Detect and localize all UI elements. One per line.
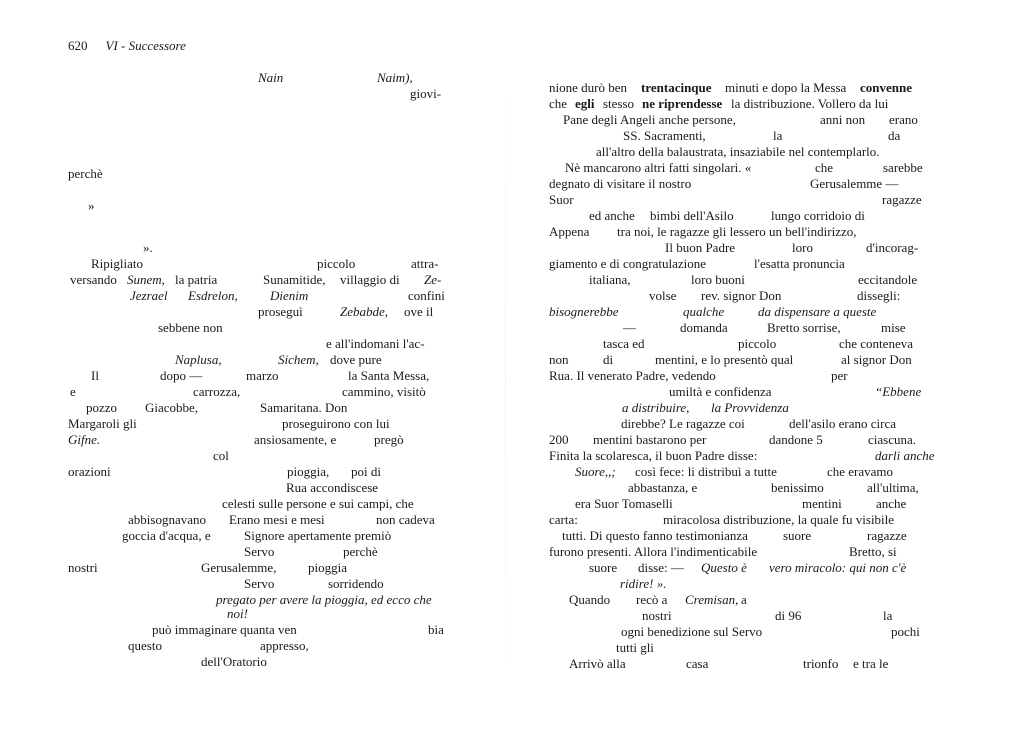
word: Esdrelon, xyxy=(188,288,238,303)
word: “Ebbene xyxy=(875,384,922,399)
word: dandone 5 xyxy=(769,432,823,447)
word: Rua accondiscese xyxy=(286,480,379,495)
word: questo xyxy=(128,638,162,653)
word: erano xyxy=(889,112,918,127)
word: Gerusalemme — xyxy=(810,176,899,191)
word: tra noi, le ragazze gli lessero un bell'indirizzo, xyxy=(617,224,857,239)
word: attra- xyxy=(411,256,439,271)
word: versando xyxy=(70,272,117,287)
word: pioggia, xyxy=(287,464,330,479)
word: Suore,,; xyxy=(575,464,616,479)
word: tasca ed xyxy=(603,336,645,351)
word: Ripigliato xyxy=(91,256,143,271)
word: Quando xyxy=(569,592,611,607)
word: cammino, visitò xyxy=(342,384,426,399)
word: Suor xyxy=(549,192,574,207)
word: ». xyxy=(143,240,153,255)
word: vero miracolo: qui non c'è xyxy=(769,560,907,575)
word: perchè xyxy=(343,544,378,559)
word: dell'Oratorio xyxy=(201,654,267,669)
word: Samaritana. Don xyxy=(260,400,348,415)
word: poi di xyxy=(351,464,381,479)
word: tutti. Di questo fanno testimonianza xyxy=(562,528,748,543)
word: nostri xyxy=(68,560,98,575)
word: d'incorag- xyxy=(866,240,919,255)
right-page xyxy=(505,0,1010,756)
word: non xyxy=(549,352,569,367)
word: Questo è xyxy=(701,560,747,575)
word: Sunamitide, xyxy=(263,272,326,287)
word: trentacinque xyxy=(641,80,712,95)
word: stesso xyxy=(603,96,635,111)
word: non cadeva xyxy=(376,512,435,527)
word: da dispensare a queste xyxy=(758,304,877,319)
word: ridire! ». xyxy=(620,576,667,591)
word: convenne xyxy=(860,80,912,95)
word: — xyxy=(623,320,636,335)
word: abbisognavano xyxy=(128,512,206,527)
word: minuti e dopo la Messa xyxy=(725,80,847,95)
word: giovi- xyxy=(410,86,442,101)
word: suore xyxy=(783,528,812,543)
word: di 96 xyxy=(775,608,802,623)
word: dopo — xyxy=(160,368,203,383)
word: per xyxy=(831,368,848,383)
word: mise xyxy=(881,320,906,335)
word: al signor Don xyxy=(841,352,912,367)
word: Servo xyxy=(244,576,275,591)
word: lungo corridoio di xyxy=(771,208,865,223)
word: Naplusa, xyxy=(175,352,222,367)
word: Cremisan, xyxy=(685,592,739,607)
word: darli anche xyxy=(875,448,935,463)
word: Bretto, si xyxy=(849,544,897,559)
word: anni non xyxy=(820,112,866,127)
word: pregò xyxy=(374,432,404,447)
word: carta: xyxy=(549,512,578,527)
word: Sunem, xyxy=(127,272,165,287)
word: la patria xyxy=(175,272,218,287)
word: furono presenti. Allora l'indimenticabile xyxy=(549,544,758,559)
word: Signore apertamente premiò xyxy=(244,528,392,543)
word: noi! xyxy=(227,606,248,621)
word: sebbene non xyxy=(158,320,223,335)
word: pioggia xyxy=(308,560,347,575)
word: e all'indomani l'ac- xyxy=(326,336,425,351)
word: Il xyxy=(91,368,99,383)
word: ciascuna. xyxy=(868,432,917,447)
word: egli xyxy=(575,96,595,111)
word: loro xyxy=(792,240,813,255)
word: la Santa Messa, xyxy=(348,368,430,383)
word: così fece: li distribuì a tutte xyxy=(635,464,777,479)
word: col xyxy=(213,448,229,463)
word: nostri xyxy=(642,608,672,623)
word: tutti gli xyxy=(616,640,654,655)
word: Nè mancarono altri fatti singolari. « xyxy=(565,160,752,175)
page-number: 620 xyxy=(68,38,88,53)
word: dissegli: xyxy=(857,288,901,303)
word: SS. Sacramenti, xyxy=(623,128,706,143)
word: mentini xyxy=(802,496,842,511)
word: Arrivò alla xyxy=(569,656,626,671)
word: suore xyxy=(589,560,618,575)
word: umiltà e confidenza xyxy=(669,384,772,399)
word: che eravamo xyxy=(827,464,894,479)
word: carrozza, xyxy=(193,384,241,399)
word: direbbe? Le ragazze coi xyxy=(621,416,745,431)
word: dell'asilo erano circa xyxy=(789,416,897,431)
word: trionfo xyxy=(803,656,839,671)
word: abbastanza, e xyxy=(628,480,698,495)
word: rev. signor Don xyxy=(701,288,782,303)
word: recò a xyxy=(636,592,668,607)
word: Bretto sorrise, xyxy=(767,320,841,335)
running-header xyxy=(68,38,186,54)
word: loro buoni xyxy=(691,272,745,287)
word: Il buon Padre xyxy=(665,240,736,255)
word: miracolosa distribuzione, la quale fu visibile xyxy=(663,512,895,527)
word: Appena xyxy=(549,224,590,239)
word: Zebabde, xyxy=(340,304,389,319)
word: italiana, xyxy=(589,272,631,287)
word: mentini, e lo presentò qual xyxy=(655,352,794,367)
word: la Provvidenza xyxy=(711,400,789,415)
word: proseguì xyxy=(258,304,303,319)
word: Servo xyxy=(244,544,275,559)
word: ove il xyxy=(404,304,434,319)
word: anche xyxy=(876,496,907,511)
word: celesti sulle persone e sui campi, che xyxy=(222,496,414,511)
word: proseguirono con lui xyxy=(282,416,390,431)
running-title: VI - Successore xyxy=(105,38,186,53)
word: mentini bastarono per xyxy=(593,432,707,447)
word: confini xyxy=(408,288,445,303)
word: Jezrael xyxy=(130,288,168,303)
word: a distribuire, xyxy=(622,400,690,415)
word: ed anche xyxy=(589,208,635,223)
word: benissimo xyxy=(771,480,824,495)
word: l'esatta pronuncia xyxy=(754,256,845,271)
word: ansiosamente, e xyxy=(254,432,337,447)
word: villaggio di xyxy=(340,272,400,287)
word: Giacobbe, xyxy=(145,400,199,415)
word: sarebbe xyxy=(883,160,923,175)
word: domanda xyxy=(680,320,728,335)
word: bisognerebbe xyxy=(549,304,619,319)
word: bia xyxy=(428,622,444,637)
word: piccolo xyxy=(738,336,777,351)
word: e tra le xyxy=(853,656,889,671)
word: » xyxy=(88,198,95,213)
word: Dienim xyxy=(270,288,309,303)
word: all'altro della balaustrata, insaziabile nel contemplarlo. xyxy=(596,144,880,159)
word: che xyxy=(549,96,568,111)
word: che xyxy=(815,160,834,175)
word: 200 xyxy=(549,432,569,447)
word: che conteneva xyxy=(839,336,913,351)
word: degnato di visitare il nostro xyxy=(549,176,692,191)
word: può immaginare quanta ven xyxy=(152,622,297,637)
word: bimbi dell'Asilo xyxy=(650,208,734,223)
word: nione durò ben xyxy=(549,80,627,95)
word: ne riprendesse xyxy=(642,96,723,111)
word: ragazze xyxy=(882,192,922,207)
word: volse xyxy=(649,288,677,303)
word: sorridendo xyxy=(328,576,384,591)
word: Ze- xyxy=(424,272,442,287)
word: era Suor Tomaselli xyxy=(575,496,673,511)
word: la distribuzione. Vollero da lui xyxy=(731,96,889,111)
word: pozzo xyxy=(86,400,118,415)
word: Rua. Il venerato Padre, vedendo xyxy=(549,368,716,383)
word: Erano mesi e mesi xyxy=(229,512,325,527)
word: di xyxy=(603,352,614,367)
word: piccolo xyxy=(317,256,356,271)
word: a xyxy=(741,592,747,607)
word: ragazze xyxy=(867,528,907,543)
word: disse: — xyxy=(638,560,684,575)
word: marzo xyxy=(246,368,279,383)
word: Margaroli gli xyxy=(68,416,137,431)
word: Gerusalemme, xyxy=(201,560,277,575)
word: da xyxy=(888,128,901,143)
word: Finita la scolaresca, il buon Padre disse: xyxy=(549,448,758,463)
word: perchè xyxy=(68,166,103,181)
word: all'ultima, xyxy=(867,480,919,495)
word: Naim), xyxy=(377,70,413,85)
word: pregato per avere la pioggia, ed ecco che xyxy=(216,592,432,607)
word: eccitandole xyxy=(858,272,918,287)
word: Sichem, xyxy=(278,352,319,367)
word: Gifne. xyxy=(68,432,101,447)
word: casa xyxy=(686,656,709,671)
word: giamento e di congratulazione xyxy=(549,256,707,271)
word: la xyxy=(773,128,783,143)
word: goccia d'acqua, e xyxy=(122,528,211,543)
word: dove pure xyxy=(330,352,382,367)
word: qualche xyxy=(683,304,725,319)
word: Nain xyxy=(258,70,284,85)
word: pochi xyxy=(891,624,920,639)
word: Pane degli Angeli anche persone, xyxy=(563,112,736,127)
word: ogni benedizione sul Servo xyxy=(621,624,763,639)
word: appresso, xyxy=(260,638,309,653)
word: orazioni xyxy=(68,464,111,479)
word: la xyxy=(883,608,893,623)
word: e xyxy=(70,384,76,399)
